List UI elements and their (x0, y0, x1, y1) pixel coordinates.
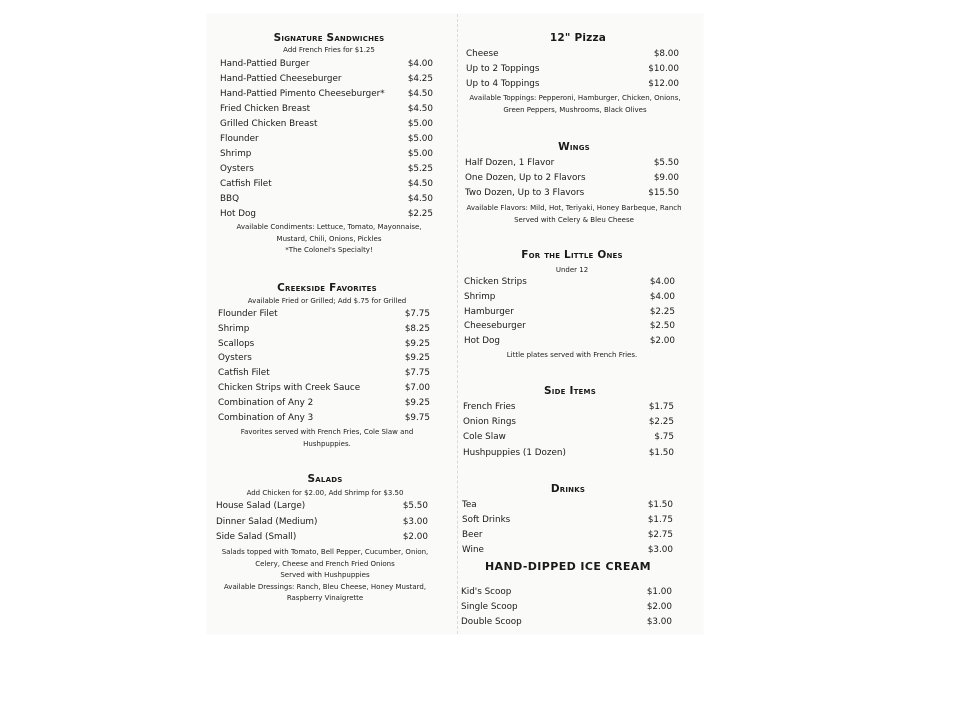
menu-item-price: $4.00 (649, 277, 675, 287)
menu-item-name: Shrimp (220, 149, 252, 159)
menu-item (461, 617, 672, 632)
note-line: Available Dressings: Ranch, Bleu Cheese, Honey Mustard, (223, 582, 427, 591)
menu-item-name: Beer (462, 530, 483, 540)
menu-item (218, 368, 430, 383)
menu-item-name: Chicken Strips with Creek Sauce (218, 382, 361, 393)
menu-item (218, 413, 430, 428)
menu-item-name: Grilled Chicken Breast (220, 119, 318, 129)
menu-item-name: Combination of Any 2 (218, 397, 314, 408)
menu-item-price: $1.50 (648, 447, 674, 458)
menu-item-price: $5.00 (407, 119, 433, 129)
pizza-note (465, 93, 685, 116)
sandwiches-subtitle: Add French Fries for $1.25 (283, 46, 375, 54)
pizza-title: 12" Pizza (549, 32, 607, 44)
menu-item (466, 79, 679, 94)
menu-item (220, 89, 433, 104)
menu-item-name: Up to 2 Toppings (466, 64, 540, 74)
menu-item-price: $4.50 (407, 89, 433, 99)
menu-item-name: BBQ (220, 194, 239, 204)
menu-item-price: $12.00 (648, 79, 679, 89)
menu-item-price: $9.25 (404, 397, 430, 408)
menu-item-name: Flounder Filet (218, 309, 278, 319)
menu-item-name: Cole Slaw (463, 432, 506, 443)
favorites-list (218, 309, 430, 427)
menu-item-name: Combination of Any 3 (218, 412, 314, 423)
menu-item (463, 402, 674, 417)
menu-item-price: $5.00 (407, 149, 433, 159)
menu-item-name: Catfish Filet (220, 179, 272, 189)
menu-item (465, 158, 679, 173)
menu-item-price: $15.50 (648, 188, 679, 198)
menu-item (462, 545, 673, 560)
menu-item-name: Catfish Filet (218, 368, 270, 379)
menu-item-name: Hand-Pattied Burger (220, 59, 310, 69)
menu-item-price: $9.25 (404, 353, 430, 364)
menu-item-name: Flounder (220, 134, 259, 144)
salads-list (216, 501, 428, 548)
menu-item (464, 277, 675, 292)
menu-item-name: Up to 4 Toppings (466, 79, 540, 89)
menu-item-price: $4.50 (407, 104, 433, 114)
pizza-list (466, 49, 679, 94)
menu-item (220, 74, 433, 89)
menu-item (216, 517, 428, 533)
note-line: Favorites served with French Fries, Cole Slaw and (240, 428, 414, 436)
menu-item-price: $5.25 (407, 164, 433, 174)
favorites-subtitle: Available Fried or Grilled; Add $.75 for Grilled (247, 297, 407, 305)
menu-item-price: $9.00 (653, 173, 679, 183)
menu-item-price: $4.00 (407, 59, 433, 69)
menu-item-name: Tea (462, 500, 477, 510)
note-line: Celery, Cheese and French Fried Onions (255, 559, 395, 568)
menu-item (220, 104, 433, 119)
center-fold-line (457, 14, 458, 634)
wings-note (463, 203, 685, 226)
sandwiches-list (220, 59, 433, 224)
menu-item-name: House Salad (Large) (216, 501, 306, 511)
menu-item (463, 432, 674, 447)
menu-item-price: $5.50 (402, 501, 428, 511)
menu-item-price: $1.75 (647, 515, 673, 525)
menu-item-price: $9.25 (404, 338, 430, 349)
menu-item-name: French Fries (463, 402, 516, 412)
menu-item (463, 417, 674, 432)
menu-item (466, 64, 679, 79)
menu-item-name: Cheeseburger (464, 321, 526, 332)
menu-item-price: $10.00 (648, 64, 679, 74)
menu-item-price: $2.00 (402, 532, 428, 542)
menu-item-price: $.75 (654, 432, 674, 443)
menu-item-name: Scallops (218, 338, 255, 349)
menu-item (216, 532, 428, 548)
menu-item (220, 164, 433, 179)
menu-item-name: Cheese (466, 49, 499, 59)
menu-item (218, 398, 430, 413)
menu-item (220, 179, 433, 194)
menu-item-name: Wine (462, 545, 484, 555)
menu-item-name: Two Dozen, Up to 3 Flavors (465, 188, 585, 198)
menu-item (220, 149, 433, 164)
little-ones-title: For the Little Ones (521, 249, 623, 261)
note-line: Available Toppings: Pepperoni, Hamburger, Chicken, Onions, (469, 94, 681, 102)
menu-item (462, 500, 673, 515)
menu-item (220, 59, 433, 74)
menu-item-name: Oysters (218, 353, 252, 364)
note-line: Little plates served with French Fries. (506, 351, 638, 359)
menu-item-name: Half Dozen, 1 Flavor (465, 158, 555, 168)
menu-item (464, 292, 675, 307)
menu-item-price: $4.50 (407, 179, 433, 189)
sandwiches-note (221, 222, 437, 257)
menu-item-price: $2.00 (646, 602, 672, 613)
menu-item (220, 134, 433, 149)
note-line: Raspberry Vinaigrette (286, 594, 364, 602)
note-line: Mustard, Chili, Onions, Pickles (276, 234, 382, 243)
little-ones-note (461, 350, 683, 362)
menu-item (461, 602, 672, 617)
menu-item-price: $1.50 (647, 500, 673, 510)
menu-item-name: Double Scoop (461, 617, 522, 628)
menu-item-name: Dinner Salad (Medium) (216, 516, 318, 527)
menu-item-price: $2.50 (649, 321, 675, 332)
wings-title: Wings (558, 141, 590, 153)
favorites-title: Creekside Favorites (277, 282, 377, 294)
menu-item-price: $2.00 (649, 336, 675, 347)
menu-item-name: Hand-Pattied Pimento Cheeseburger* (220, 89, 385, 99)
menu-item-name: One Dozen, Up to 2 Flavors (465, 173, 586, 183)
menu-item (466, 49, 679, 64)
menu-item (463, 448, 674, 463)
menu-item-price: $2.25 (407, 209, 433, 219)
menu-item-name: Hot Dog (220, 209, 256, 219)
menu-item-name: Hand-Pattied Cheeseburger (220, 74, 342, 84)
note-line: Available Flavors: Mild, Hot, Teriyaki, Honey Barbeque, Ranch (466, 204, 682, 212)
menu-item (220, 119, 433, 134)
menu-item (462, 515, 673, 530)
menu-item (465, 173, 679, 188)
note-line: Available Condiments: Lettuce, Tomato, Mayonnaise, (236, 223, 422, 231)
menu-item-price: $5.50 (653, 158, 679, 168)
menu-item-name: Shrimp (464, 291, 496, 302)
sides-title: Side Items (544, 385, 596, 397)
menu-item-name: Shrimp (218, 323, 250, 334)
menu-item (464, 336, 675, 351)
favorites-note (219, 427, 435, 450)
menu-item-price: $3.00 (402, 516, 428, 527)
menu-item (462, 530, 673, 545)
menu-item-name: Chicken Strips (464, 277, 527, 287)
menu-item-name: Hamburger (464, 306, 514, 317)
wings-list (465, 158, 679, 203)
menu-item-price: $7.00 (404, 382, 430, 393)
menu-sheet (207, 14, 703, 634)
menu-item (220, 194, 433, 209)
menu-item-price: $2.75 (647, 530, 673, 540)
menu-item-price: $7.75 (404, 368, 430, 379)
menu-item-price: $4.50 (407, 194, 433, 204)
menu-item-name: Hot Dog (464, 336, 500, 347)
salads-title: Salads (307, 473, 343, 485)
menu-item-price: $1.75 (648, 402, 674, 412)
menu-item (218, 383, 430, 398)
little-ones-subtitle: Under 12 (555, 266, 589, 274)
little-ones-list (464, 277, 675, 351)
note-line: Green Peppers, Mushrooms, Black Olives (503, 105, 647, 114)
menu-item-price: $4.25 (407, 74, 433, 84)
note-line: Served with Celery & Bleu Cheese (514, 215, 634, 224)
sides-list (463, 402, 674, 463)
menu-item (218, 324, 430, 339)
menu-item (218, 339, 430, 354)
menu-item-price: $5.00 (407, 134, 433, 144)
note-line: Hushpuppies. (303, 439, 351, 448)
menu-item-price: $2.25 (649, 306, 675, 317)
note-line: *The Colonel's Specialty! (285, 246, 373, 254)
menu-item-name: Soft Drinks (462, 515, 511, 525)
menu-item-price: $7.75 (404, 309, 430, 319)
menu-item-price: $9.75 (404, 412, 430, 423)
salads-subtitle: Add Chicken for $2.00, Add Shrimp for $3.50 (246, 489, 404, 497)
menu-item (464, 321, 675, 336)
menu-item-name: Hushpuppies (1 Dozen) (463, 447, 566, 458)
salads-note (217, 547, 433, 605)
menu-item-price: $3.00 (647, 545, 673, 555)
note-line: Served with Hushpuppies (280, 571, 370, 579)
menu-item-price: $2.25 (648, 417, 674, 428)
menu-item (218, 309, 430, 324)
menu-item-price: $4.00 (649, 291, 675, 302)
menu-item-name: Fried Chicken Breast (220, 104, 311, 114)
ice-cream-list (461, 587, 672, 633)
menu-item-price: $3.00 (646, 617, 672, 628)
menu-item-price: $8.00 (653, 49, 679, 59)
menu-item (461, 587, 672, 602)
note-line: Salads topped with Tomato, Bell Pepper, Cucumber, Onion, (221, 548, 429, 556)
menu-item (464, 307, 675, 322)
menu-item-price: $8.25 (404, 323, 430, 334)
sandwiches-title: Signature Sandwiches (273, 32, 385, 44)
menu-item-name: Oysters (220, 164, 254, 174)
ice-cream-title: HAND-DIPPED ICE CREAM (484, 560, 652, 573)
menu-item-name: Kid's Scoop (461, 587, 512, 597)
menu-item-price: $1.00 (646, 587, 672, 597)
menu-item-name: Single Scoop (461, 602, 518, 613)
drinks-list (462, 500, 673, 560)
menu-item (465, 188, 679, 203)
menu-item (218, 353, 430, 368)
menu-item-name: Onion Rings (463, 417, 516, 428)
drinks-title: Drinks (550, 483, 586, 495)
menu-item-name: Side Salad (Small) (216, 532, 297, 542)
menu-item (216, 501, 428, 517)
